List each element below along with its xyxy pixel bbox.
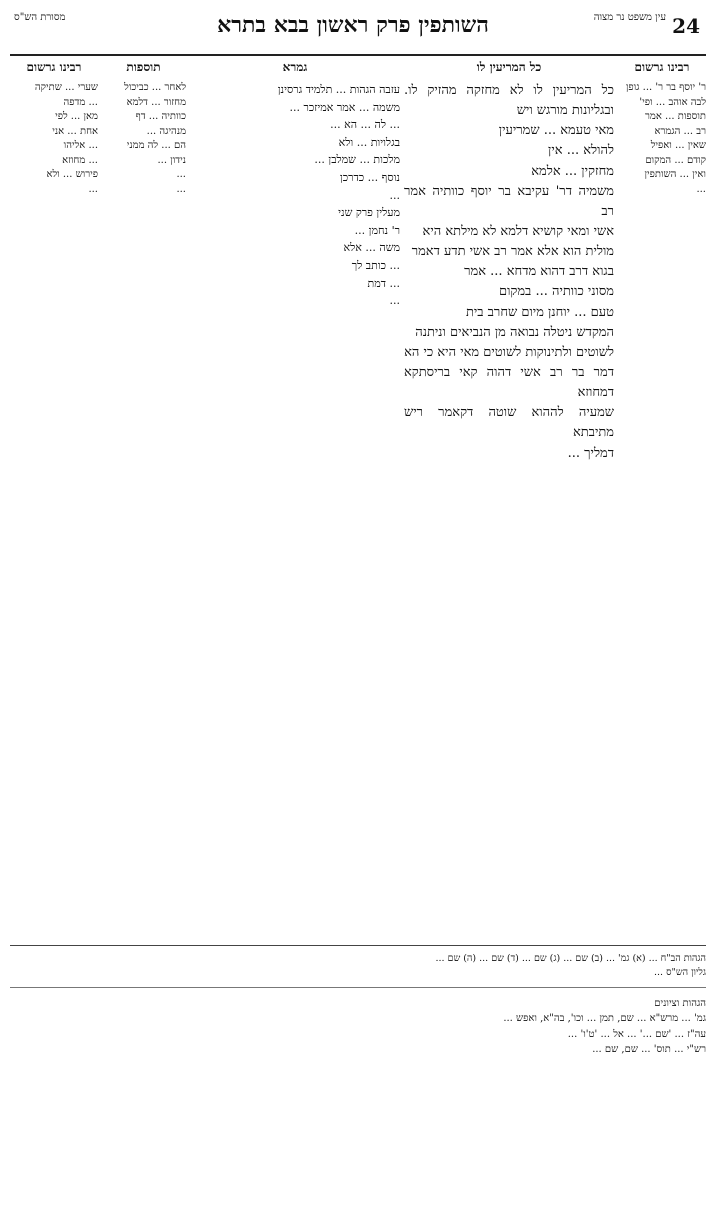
column-main-right [190,60,400,940]
column-right-header: רבינו גרשום [634,60,690,74]
footnotes: הגהות הב"ח ... (א) גמ' ... (ב) שם ... (ג) שם ... (ד) שם ... (ה) שם ... גליון הש"ס ... [435,953,706,979]
column-right-text: ר' יוסף בר ר' ... גופן לבה אוהב ... ופי' תוספות ... אמר רב ... הגמרא שאין ... ואפיל קודם ... המקום ואין ... השותפין ... [625,82,706,195]
page-title: השותפין פרק ראשון בבא בתרא [217,12,489,38]
lower-notes [10,945,706,1216]
column-main-left [404,60,614,940]
column-right-commentary [618,60,706,940]
divider [10,987,706,988]
column-main-right-text: עזבה הגהות ... תלמיד גרסינן משמה ... אמר אמיזכר ... ... לה ... הא ... בגלויות ... ולא מלכות ... שמלבן ... נוסף ... כדרכן ... מעלין פרק שני ר' נחמן ... משה ... אלא ... כותב לך ... דמת ... [277,83,400,308]
column-left-commentary [10,60,98,940]
column-left-header: רבינו גרשום [26,60,82,74]
glossary: הגהות וציונים גמ' ... מרש"א ... שם, תמן ... וכו', בה"א, ואפש ... עה"ז ... 'שם ...' ... אל ... 'ט'ו' ... רש"י ... תוס' ... שם, שם ... [503,997,706,1055]
column-tosafot-text: לאחר ... כביכול מחזור ... דלמא כוותיה ... דף מנהיגה ... הם ... לה ממני נידון ... ... ... [124,82,186,195]
page-number: 24 [672,14,700,38]
column-main-left-text: כל המריעין לו לא מחזקה מהזיק לו. ובגליונות מורגש ויש מאי טעמא ... שמריעין להולא ... אין מחזקין ... אלמא משמיה דר' עקיבא בר יוסף כוותיה אמר רב אשי ומאי קושיא דלמא לא מילתא היא מולית הוא אלא אמר רב אשי תדע דאמר בגוא דרב דהוא מדחא ... אמר מסוני כוותיה ... במקום טעם ... יוחנן מיום שחרב בית המקדש ניטלה נבואה מן הנביאים וניתנה לשוטים ולתינוקות לשוטים מאי היא כי הא דמר בר רב אשי דהוה קאי בריסתקא דמחוזא שמעיה לההוא שוטה דקאמר ריש מתיבתא דמליך ... [404,83,614,461]
column-main-right-header: גמרא [282,60,308,74]
column-tosafot-header: תוספות [126,60,161,74]
column-main-left-header: כל המריעין לו [476,60,542,74]
column-left-text: שערי ... שתיקה ... מדפה מאן ... לפי אחת ... אני ... אליהו ... מחוזא פירוש ... ולא ... [34,82,98,195]
left-margin-refs: מסורת הש"ס [14,12,66,23]
right-margin-refs: עין משפט נר מצוה [593,12,666,23]
column-tosafot [101,60,186,940]
page-header [10,6,706,56]
text-columns [10,60,706,940]
